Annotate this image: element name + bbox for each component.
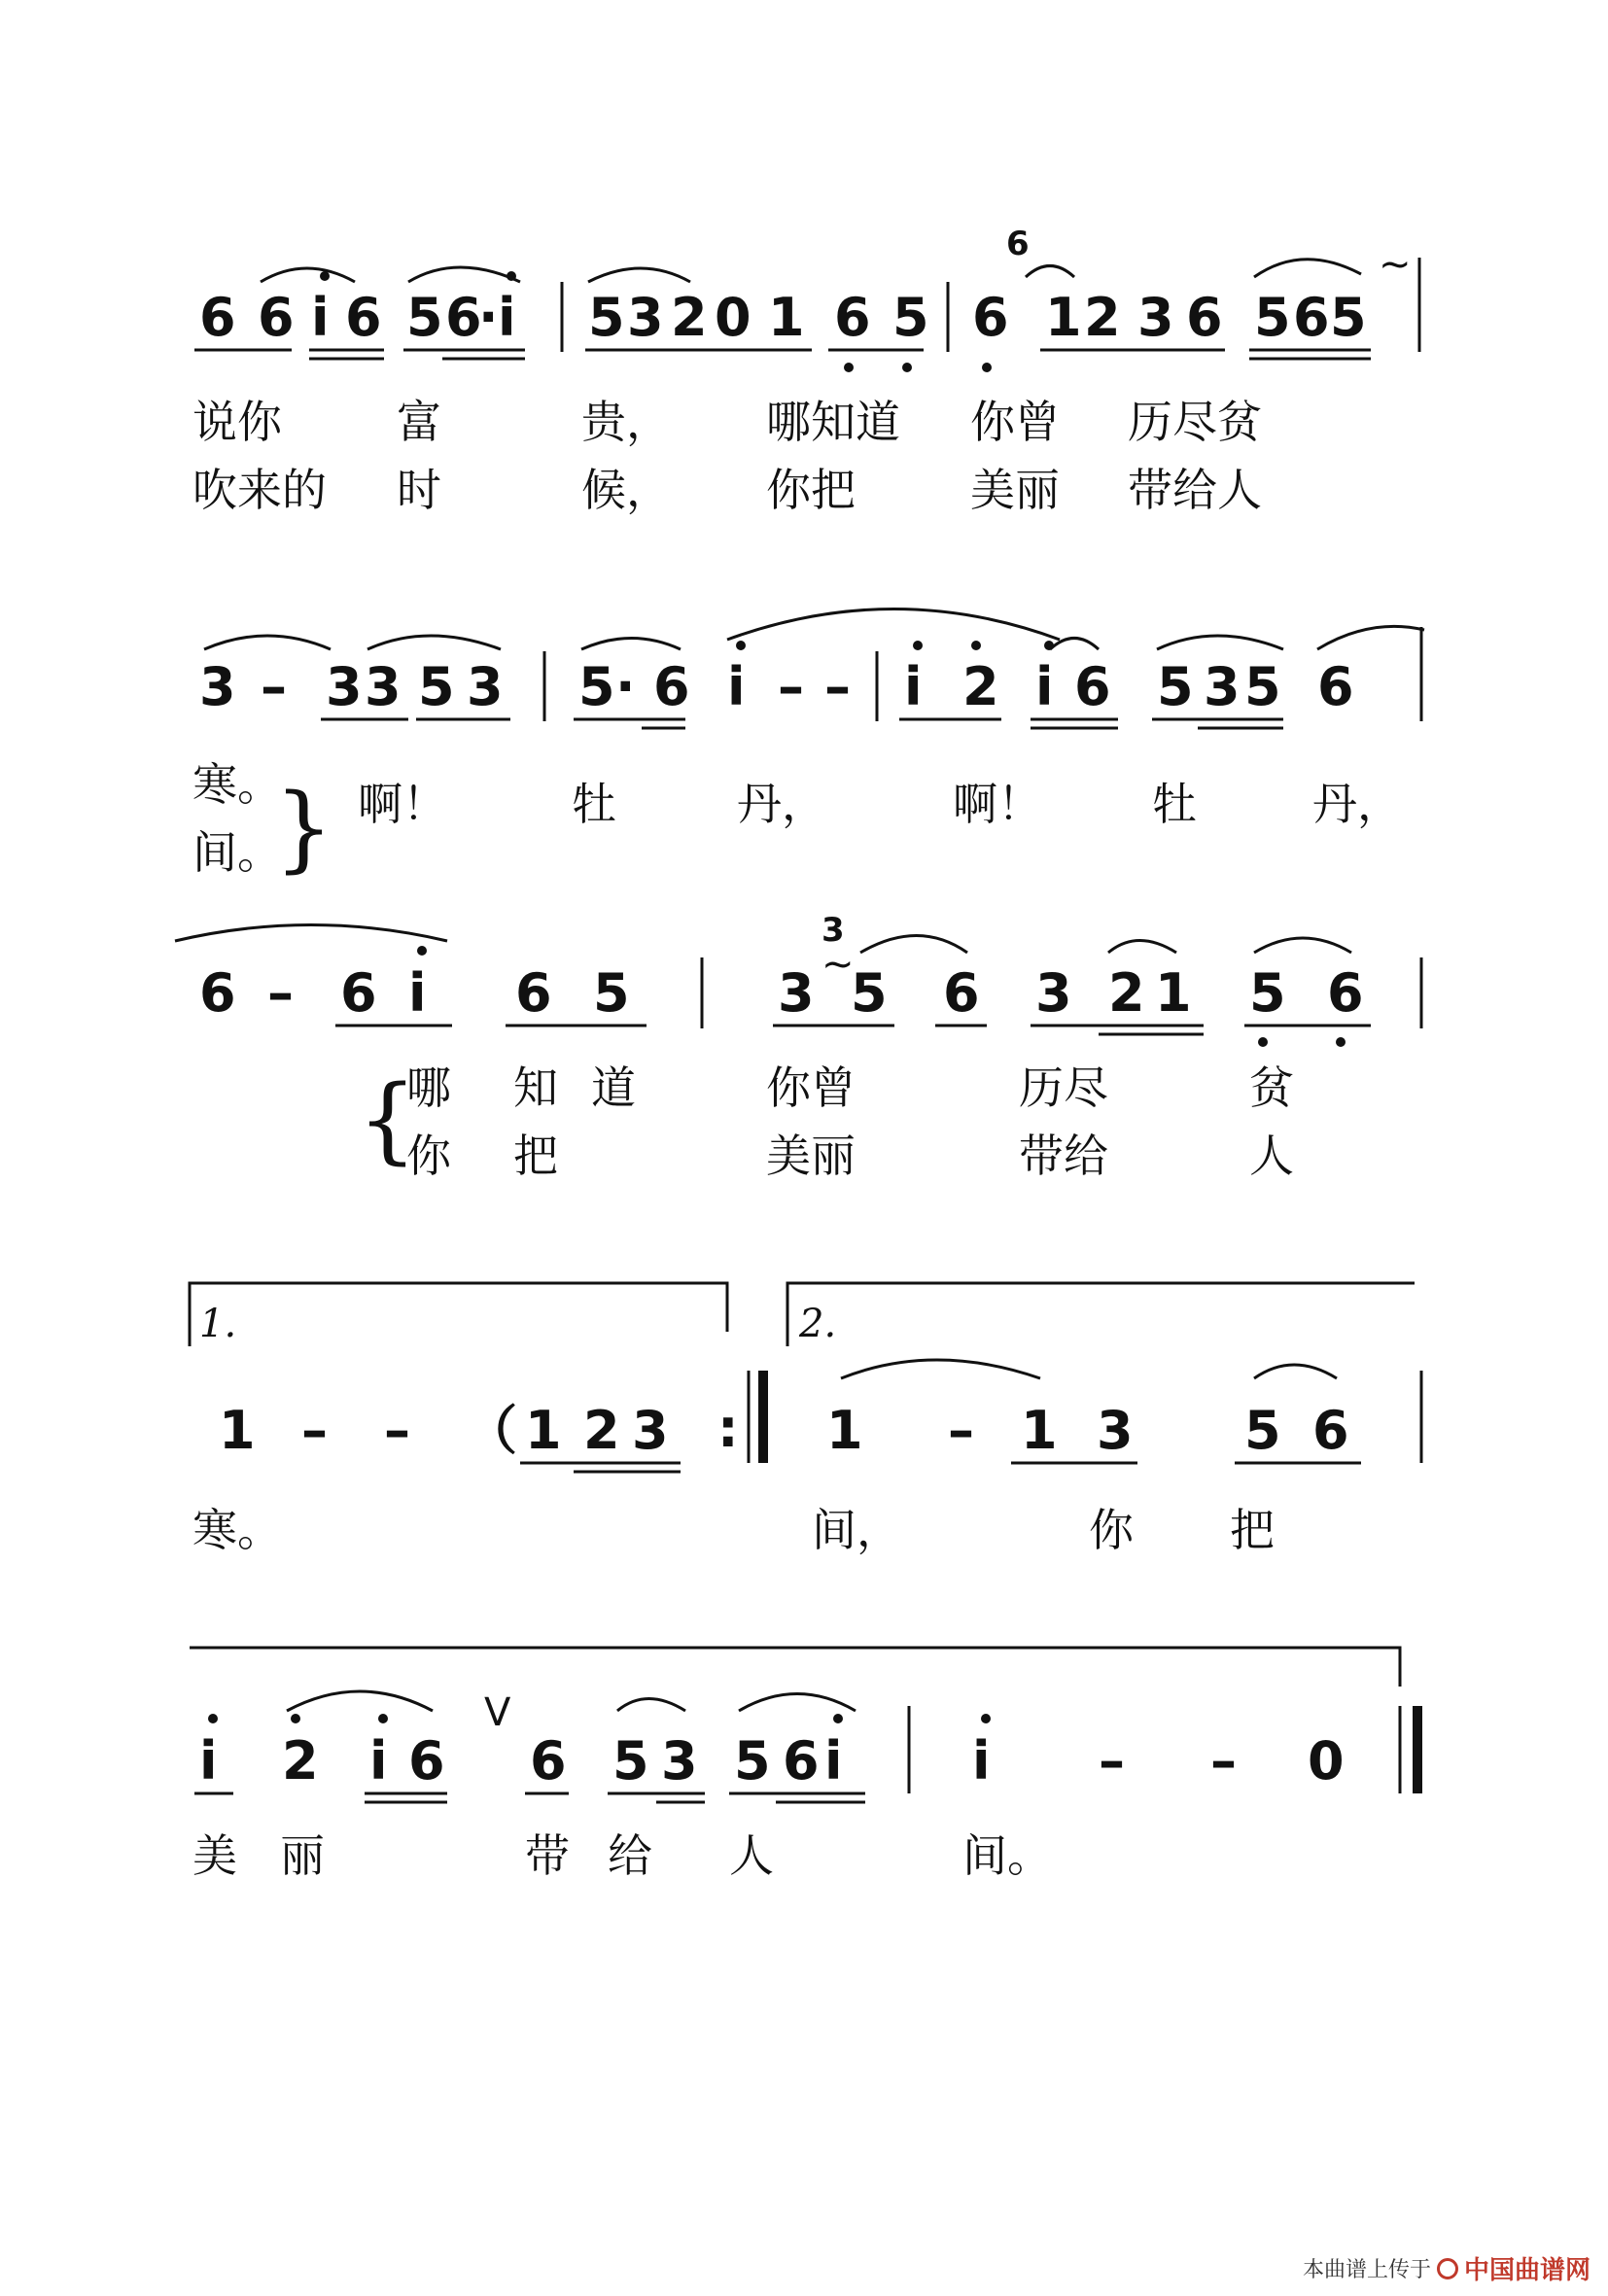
lyric: 丹， [1312, 778, 1402, 830]
lyric: 你把 [766, 464, 856, 516]
slur [204, 609, 1424, 650]
octave-dot [378, 1714, 388, 1723]
system-5 [190, 1648, 1417, 1882]
note: 5 [588, 287, 625, 348]
octave-dot [844, 363, 854, 372]
note: i [824, 1730, 843, 1792]
volta-label-1: 1. [199, 1302, 237, 1346]
lyric: 说你 [192, 396, 282, 448]
note: 3 [326, 656, 363, 717]
note: : [717, 1398, 739, 1459]
lyric: 带给 [1019, 1130, 1108, 1182]
lyric: 人 [1249, 1130, 1294, 1182]
note: i [408, 962, 427, 1024]
note: 1 [1045, 287, 1082, 348]
system-4 [190, 1283, 1421, 1556]
lyric: 带给人 [1128, 464, 1262, 516]
note: 6 [834, 287, 871, 348]
octave-dot [1336, 1037, 1346, 1047]
note: – [1099, 1730, 1125, 1792]
beam [335, 1026, 1371, 1034]
note: – [824, 656, 851, 717]
note: 0 [1308, 1730, 1345, 1792]
system-3 [175, 911, 1421, 1182]
lyric: 美 [192, 1829, 237, 1882]
note: 6 [1317, 656, 1354, 717]
octave-dot [971, 641, 981, 650]
note: 5 [612, 1730, 649, 1792]
note: 1 [768, 287, 805, 348]
note: 6 [1312, 1400, 1349, 1461]
octave-dot [736, 641, 746, 650]
lyric: 寒。 [192, 758, 282, 811]
lyric: 富 [397, 396, 441, 448]
lyric: 间， [812, 1504, 901, 1556]
note: 3 [1137, 287, 1174, 348]
beam [520, 1463, 1361, 1472]
slur [841, 1360, 1337, 1378]
grace-note: 3 [821, 911, 845, 950]
note: 1 [1021, 1400, 1058, 1461]
lyric: 你 [406, 1130, 451, 1182]
note: 0 [715, 287, 752, 348]
note: 6 [783, 1730, 820, 1792]
note: 6 [199, 962, 236, 1024]
system-1 [192, 225, 1419, 516]
brace: { [358, 1065, 418, 1174]
volta-label-2: 2. [799, 1302, 837, 1346]
note: 6 [530, 1730, 567, 1792]
lyric: 丹， [737, 778, 826, 830]
lyric: 给 [608, 1829, 652, 1882]
lyric: 哪 [406, 1061, 451, 1114]
note: 2 [282, 1730, 319, 1792]
grace-note: 6 [1006, 225, 1030, 263]
lyric: 间。 [192, 826, 282, 879]
note: 2 [671, 287, 708, 348]
note: 5 [1244, 656, 1281, 717]
note: 6 [653, 656, 690, 717]
note: · [615, 656, 636, 717]
note: 6 [1293, 287, 1330, 348]
octave-dot [291, 1714, 300, 1723]
octave-dot [320, 271, 330, 281]
lyric: 丽 [280, 1829, 325, 1882]
note: 1 [219, 1400, 256, 1461]
octave-dot [1258, 1037, 1268, 1047]
octave-dot [913, 641, 923, 650]
breath-mark: V [484, 1690, 511, 1735]
note: i [369, 1730, 388, 1792]
note: 6 [1186, 287, 1223, 348]
note: 6 [515, 962, 552, 1024]
note: 5 [1249, 962, 1286, 1024]
note: 6 [445, 287, 482, 348]
note: 5 [734, 1730, 771, 1792]
octave-dot [417, 946, 427, 956]
note: 1 [1155, 962, 1192, 1024]
lyric: 哪知道 [766, 396, 900, 448]
note: 6 [1327, 962, 1364, 1024]
note: 5 [1330, 287, 1367, 348]
glissando-mark: ~ [821, 942, 855, 987]
volta-bracket-1 [190, 1283, 727, 1346]
volta-bracket-2 [787, 1283, 1415, 1346]
site-logo-icon [1437, 2258, 1458, 2279]
note: 1 [525, 1400, 562, 1461]
note: 3 [778, 962, 815, 1024]
lyric: 带 [525, 1829, 570, 1882]
note: 6 [258, 287, 295, 348]
lyric: 啊！ [953, 778, 1042, 830]
lyric: 人 [729, 1829, 774, 1882]
note: 5 [892, 287, 929, 348]
lyric: 道 [591, 1061, 636, 1114]
note: 3 [661, 1730, 698, 1792]
note: 2 [1084, 287, 1121, 348]
lyric: 时 [397, 464, 441, 516]
lyric: 吹来的 [192, 464, 327, 516]
lyric: 候， [581, 464, 671, 516]
lyric: 你曾 [970, 396, 1060, 448]
note: 6 [943, 962, 980, 1024]
note: 5 [406, 287, 443, 348]
note: 3 [632, 1400, 669, 1461]
note: 5 [418, 656, 455, 717]
note: 6 [972, 287, 1009, 348]
note: – [1210, 1730, 1237, 1792]
note: 6 [340, 962, 377, 1024]
slur [261, 260, 1361, 282]
lyric: 美丽 [766, 1130, 856, 1182]
slur [175, 925, 1351, 954]
note: – [948, 1400, 974, 1461]
note: 5 [593, 962, 630, 1024]
note: · [478, 287, 499, 348]
lyric: 牡 [1152, 778, 1197, 830]
note: 3 [1204, 656, 1241, 717]
note: i [498, 287, 516, 348]
note: 3 [199, 656, 236, 717]
lyric: 贵， [581, 396, 671, 448]
lyric: 你曾 [766, 1061, 856, 1114]
octave-dot [833, 1714, 843, 1723]
octave-dot [982, 363, 992, 372]
note: 1 [826, 1400, 863, 1461]
lyric: 啊！ [358, 778, 447, 830]
note: 6 [408, 1730, 445, 1792]
note: 2 [583, 1400, 620, 1461]
note: i [311, 287, 330, 348]
note: （ [465, 1400, 517, 1461]
lyric: 把 [513, 1130, 558, 1182]
lyric: 历尽贫 [1128, 396, 1262, 448]
upload-note: 本曲谱上传于 [1302, 2258, 1431, 2282]
note: 6 [345, 287, 382, 348]
note: – [778, 656, 804, 717]
note: 5 [1244, 1400, 1281, 1461]
lyric: 历尽 [1019, 1061, 1108, 1114]
lyric: 寒。 [192, 1504, 282, 1556]
note: 2 [1108, 962, 1145, 1024]
note: i [904, 656, 923, 717]
lyric: 你 [1089, 1504, 1134, 1556]
note: 5 [1157, 656, 1194, 717]
lyric: 牡 [572, 778, 616, 830]
slur [287, 1691, 856, 1711]
note: 5 [851, 962, 888, 1024]
note: 3 [627, 287, 664, 348]
beam [321, 719, 1283, 728]
lyric: 把 [1230, 1504, 1275, 1556]
note: – [261, 656, 287, 717]
beam [194, 1793, 865, 1802]
system-2 [192, 609, 1424, 884]
brace: } [274, 774, 334, 883]
phrase-line [190, 1648, 1400, 1687]
note: – [301, 1400, 328, 1461]
note: 3 [1035, 962, 1072, 1024]
footer-watermark [1303, 2250, 1591, 2286]
note: – [384, 1400, 410, 1461]
note: 3 [365, 656, 402, 717]
note: 3 [1097, 1400, 1134, 1461]
octave-dot [902, 363, 912, 372]
note: i [972, 1730, 991, 1792]
glissando-mark: ~ [1379, 242, 1412, 287]
note: i [1035, 656, 1054, 717]
note: 3 [467, 656, 504, 717]
octave-dot [208, 1714, 218, 1723]
lyric: 美丽 [970, 464, 1060, 516]
note: 5 [578, 656, 615, 717]
note: – [267, 962, 294, 1024]
octave-dot [981, 1714, 991, 1723]
note: 6 [1074, 656, 1111, 717]
note: i [727, 656, 746, 717]
site-name: 中国曲谱网 [1463, 2256, 1591, 2285]
note: 6 [199, 287, 236, 348]
lyric: 贫 [1249, 1061, 1294, 1114]
note: 5 [1254, 287, 1291, 348]
note: 2 [962, 656, 999, 717]
lyric: 间。 [962, 1829, 1052, 1882]
lyric: 知 [513, 1061, 558, 1114]
note: i [199, 1730, 218, 1792]
beam [194, 350, 1371, 359]
